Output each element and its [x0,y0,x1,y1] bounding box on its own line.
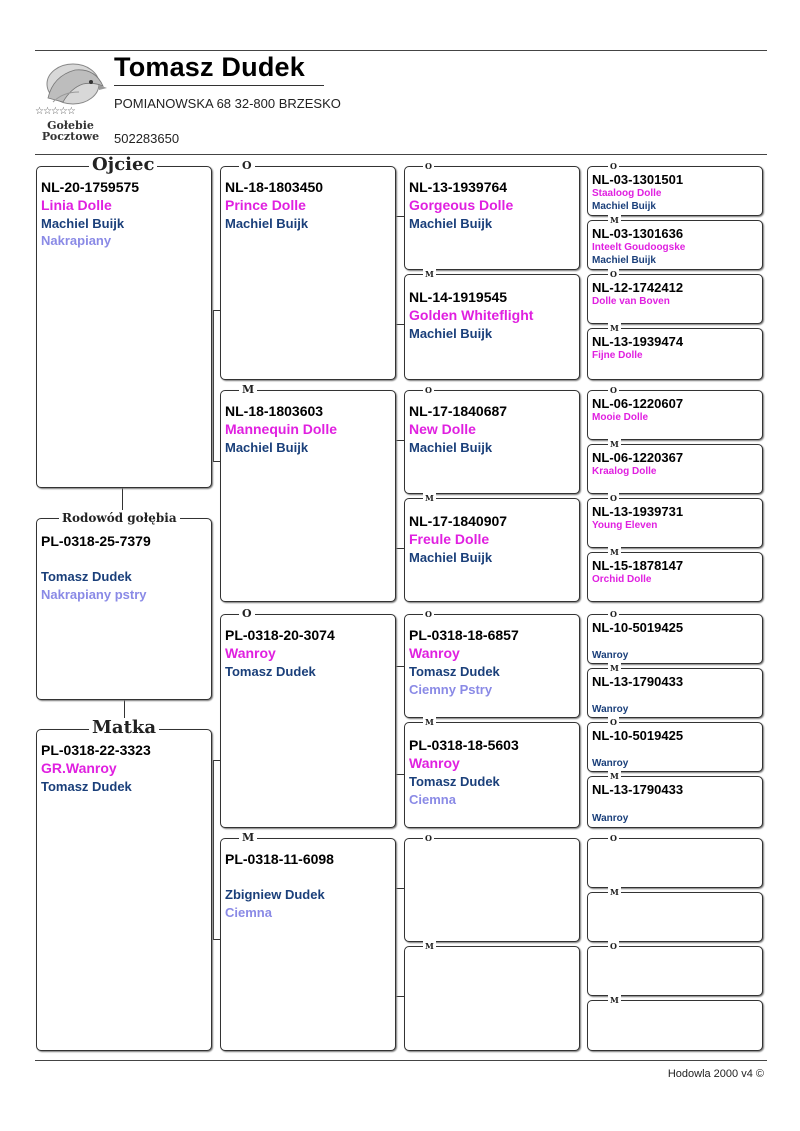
gen4-a1-name: Staaloog Dolle [592,188,662,199]
gen2-o1-breeder: Machiel Buijk [225,216,309,231]
gen4-f2-breeder: Wanroy [592,813,629,824]
gen2-o1-ring: NL-18-1803450 [225,179,324,195]
owner-name: Tomasz Dudek [114,52,305,82]
gen3-h-box[interactable] [404,941,580,1051]
gen4-c2-box[interactable] [587,439,763,494]
subject-box[interactable] [36,511,212,700]
connector-sire-gen2-tick-m [213,461,220,462]
logo [33,58,108,148]
gen4-b2-box[interactable] [587,323,763,380]
gen3-c-breeder: Machiel Buijk [409,440,493,455]
connector-gen2-gen3-8 [396,996,404,997]
top-rule [35,50,767,51]
connector-gen2-gen3-7 [396,888,404,889]
gen4-c1-name: Mooie Dolle [592,412,649,423]
gen2-o2-legend: O [239,607,255,621]
gen3-g-box[interactable] [404,833,580,942]
owner-address: POMIANOWSKA 68 32-800 BRZESKO [114,96,341,111]
gen4-h1-box[interactable] [587,941,763,996]
gen4-b2-name: Fijne Dolle [592,350,643,361]
gen3-d-box[interactable] [404,493,580,602]
sire-box[interactable] [36,154,212,488]
subject-color: Nakrapiany pstry [41,587,147,602]
gen3-b-ring: NL-14-1919545 [409,289,508,305]
pigeon-head-icon [33,58,108,113]
gen4-h1-legend: O [610,941,617,951]
gen3-f-color: Ciemna [409,792,456,807]
gen4-d1-legend: O [610,493,617,503]
gen2-m2-color: Ciemna [225,905,272,920]
gen4-a1-legend: O [610,161,617,171]
gen2-m1-ring: NL-18-1803603 [225,403,324,419]
gen3-c-box[interactable] [404,385,580,494]
connector-sire-gen2 [213,310,214,462]
sire-legend: Ojciec [89,155,157,175]
gen4-c1-box[interactable] [587,385,763,440]
gen3-f-legend: M [425,717,434,727]
gen2-o2-ring: PL-0318-20-3074 [225,627,335,643]
gen4-c2-name: Kraalog Dolle [592,466,657,477]
gen4-c2-ring: NL-06-1220367 [592,450,684,465]
gen3-f-box[interactable] [404,717,580,828]
gen4-e2-ring: NL-13-1790433 [592,674,684,689]
gen3-e-ring: PL-0318-18-6857 [409,627,519,643]
gen4-e1-box[interactable] [587,609,763,664]
gen4-f1-breeder: Wanroy [592,758,629,769]
gen4-b1-name: Dolle van Boven [592,296,670,307]
gen4-e2-breeder: Wanroy [592,704,629,715]
gen4-b2-legend: M [610,323,619,333]
gen4-b1-box[interactable] [587,269,763,324]
gen4-d1-box[interactable] [587,493,763,548]
gen3-d-name: Freule Dolle [409,531,490,547]
gen2-o2-name: Wanroy [225,645,276,661]
gen4-a1-breeder: Machiel Buijk [592,201,656,212]
gen4-h2-legend: M [610,995,619,1005]
gen4-g1-legend: O [610,833,617,843]
gen3-d-ring: NL-17-1840907 [409,513,508,529]
gen4-b1-legend: O [610,269,617,279]
sire-ring: NL-20-1759575 [41,179,140,195]
connector-gen2-gen3-6 [396,774,404,775]
subject-legend: Rodowód gołębia [59,510,180,526]
gen4-d2-box[interactable] [587,547,763,602]
gen3-c-name: New Dolle [409,421,476,437]
gen3-a-name: Gorgeous Dolle [409,197,514,213]
gen4-d2-legend: M [610,547,619,557]
connector-gen2-gen3-4 [396,548,404,549]
gen3-f-name: Wanroy [409,755,460,771]
gen2-m2-breeder: Zbigniew Dudek [225,887,325,902]
gen4-f2-ring: NL-13-1790433 [592,782,684,797]
connector-dam-gen2 [213,760,214,940]
gen4-d1-name: Young Eleven [592,520,658,531]
gen4-g2-legend: M [610,887,619,897]
gen3-d-legend: M [425,493,434,503]
gen3-g-legend: O [425,833,432,843]
connector-dam-gen2-tick-o [213,760,220,761]
dam-breeder: Tomasz Dudek [41,779,132,794]
gen4-a2-legend: M [610,215,619,225]
sire-color: Nakrapiany [41,233,112,248]
gen2-m2-legend: M [239,831,257,845]
gen4-f1-box[interactable] [587,717,763,772]
gen4-a2-ring: NL-03-1301636 [592,226,684,241]
subject-ring: PL-0318-25-7379 [41,533,151,549]
gen2-o1-box[interactable] [220,159,396,380]
connector-gen2-gen3-2 [396,324,404,325]
gen4-e2-box[interactable] [587,663,763,718]
gen4-c2-legend: M [610,439,619,449]
gen2-m1-name: Mannequin Dolle [225,421,337,437]
gen2-m1-legend: M [239,383,257,397]
owner-name-underline [114,85,324,86]
gen3-e-breeder: Tomasz Dudek [409,664,500,679]
connector-gen2-gen3-5 [396,666,404,667]
gen4-d2-ring: NL-15-1878147 [592,558,684,573]
gen3-b-breeder: Machiel Buijk [409,326,493,341]
gen4-e1-breeder: Wanroy [592,650,629,661]
gen4-a2-box[interactable] [587,215,763,270]
connector-dam-gen2-tick-m [213,939,220,940]
gen4-a1-box[interactable] [587,161,763,216]
gen4-d1-ring: NL-13-1939731 [592,504,684,519]
gen3-e-name: Wanroy [409,645,460,661]
logo-text-line2: Pocztowe [41,130,100,143]
gen4-b2-ring: NL-13-1939474 [592,334,684,349]
gen3-a-breeder: Machiel Buijk [409,216,493,231]
logo-stars: ☆☆☆☆☆ [35,106,75,117]
gen3-c-legend: O [425,385,432,395]
dam-name: GR.Wanroy [41,760,117,776]
gen3-b-box[interactable] [404,269,580,380]
gen3-f-breeder: Tomasz Dudek [409,774,500,789]
connector-gen2-gen3-3 [396,440,404,441]
gen3-a-legend: O [425,161,432,171]
gen3-h-legend: M [425,941,434,951]
dam-legend: Matka [89,718,159,738]
gen4-b1-ring: NL-12-1742412 [592,280,684,295]
gen4-a2-name: Inteelt Goudoogske [592,242,686,253]
logo-text-line1: Gołebie [47,119,94,132]
gen4-f2-box[interactable] [587,771,763,828]
gen2-o1-legend: O [239,159,255,173]
gen4-g2-box[interactable] [587,887,763,942]
gen4-e2-legend: M [610,663,619,673]
gen2-m2-ring: PL-0318-11-6098 [225,851,334,867]
gen2-o2-breeder: Tomasz Dudek [225,664,316,679]
gen4-h2-box[interactable] [587,995,763,1051]
gen3-b-name: Golden Whiteflight [409,307,534,323]
gen4-a1-ring: NL-03-1301501 [592,172,684,187]
dam-ring: PL-0318-22-3323 [41,742,151,758]
gen4-g1-box[interactable] [587,833,763,888]
owner-phone: 502283650 [114,131,180,146]
dam-box[interactable] [36,717,212,1051]
gen2-o2-box[interactable] [220,607,396,828]
gen4-a2-breeder: Machiel Buijk [592,255,656,266]
gen4-c1-ring: NL-06-1220607 [592,396,684,411]
sire-breeder: Machiel Buijk [41,216,125,231]
gen3-e-box[interactable] [404,609,580,718]
footer-rule [35,1060,767,1061]
gen4-e1-ring: NL-10-5019425 [592,620,684,635]
gen3-c-ring: NL-17-1840687 [409,403,508,419]
subject-breeder: Tomasz Dudek [41,569,132,584]
gen2-m1-box[interactable] [220,383,396,602]
gen3-e-color: Ciemny Pstry [409,682,493,697]
gen2-m1-breeder: Machiel Buijk [225,440,309,455]
gen3-e-legend: O [425,609,432,619]
gen4-c1-legend: O [610,385,617,395]
sire-name: Linia Dolle [41,197,112,213]
gen4-e1-legend: O [610,609,617,619]
gen3-a-box[interactable] [404,161,580,270]
gen4-f2-legend: M [610,771,619,781]
gen2-o1-name: Prince Dolle [225,197,306,213]
gen3-f-ring: PL-0318-18-5603 [409,737,519,753]
gen3-b-legend: M [425,269,434,279]
gen3-a-ring: NL-13-1939764 [409,179,508,195]
gen3-d-breeder: Machiel Buijk [409,550,493,565]
gen4-f1-legend: O [610,717,617,727]
footer-credit: Hodowla 2000 v4 © [667,1068,764,1080]
gen4-d2-name: Orchid Dolle [592,574,652,585]
connector-sire-gen2-tick-o [213,310,220,311]
gen2-m2-box[interactable] [220,831,396,1051]
connector-gen2-gen3-1 [396,216,404,217]
gen4-f1-ring: NL-10-5019425 [592,728,684,743]
